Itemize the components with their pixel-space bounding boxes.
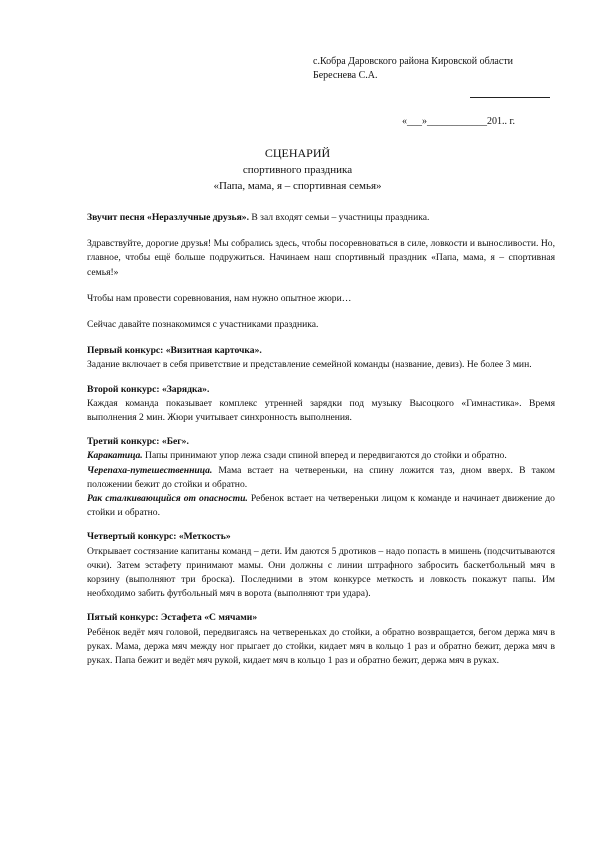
contest-3-item-2 [87,464,555,492]
contest-1-title-text: Первый конкурс: «Визитная карточка». [87,345,262,357]
intro-song-rest: В зал входят семьи – участницы праздника. [248,212,430,223]
contest-2-text: Каждая команда показывает комплекс утренней зарядки под музыку Высоцкого «Гимнастика». Время выполнения 2 мин. Жюри учитывает синхронность выполнения. [87,397,555,424]
intro-jury: Чтобы нам провести соревнования, нам нужно опытное жюри… [87,292,352,304]
contest-1-title [87,344,555,358]
contest-2-title [87,383,555,397]
contest-3-item-2-term: Черепаха-путешественница. [87,464,213,476]
contest-3-item-3 [87,492,555,520]
contest-5-title-rest: Эстафета «С мячами» [158,612,258,624]
intro-song [87,211,555,225]
contest-4-title-text: Четвертый конкурс: «Меткость» [87,531,231,543]
document-body [87,211,555,668]
header-date: «___»____________201.. г. [402,116,515,127]
intro-song-bold: Звучит песня «Неразлучные друзья». [87,212,249,223]
document-subtitle: спортивного праздника [242,164,353,176]
contest-1-text: Задание включает в себя приветствие и представление семейной команды (название, девиз). Не более 3 мин. [87,359,532,371]
contest-3-item-1-term: Каракатица. [87,450,143,462]
contest-3-item-1 [87,449,555,463]
contest-4-text: Открывает состязание капитаны команд – дети. Им даются 5 дротиков – надо попасть в мишень (подсчитываются очки). Затем эстафету принимают мамы. Они должны с линии штрафного забросить баскетбольный мяч в корзину (выполняют три броска). Последними в этом конкурсе меткость и ловкость покажут папы. Им необходимо забить футбольный мяч в ворота (выполняют три удара). [87,545,555,600]
document-subtitle-event: «Папа, мама, я – спортивная семья» [213,180,382,192]
contest-5-title-bold: Пятый конкурс: [87,612,159,624]
header-location: с.Кобра Даровского района Кировской области [313,56,514,67]
intro-greeting: Здравствуйте, дорогие друзья! Мы собрались здесь, чтобы посоревноваться в силе, ловкости и выносливости. Но, главное, чтобы ещё больше подружиться. Начинаем наш спортивный праздник «Папа, мама, я – спортивная семья!» [87,238,555,278]
contest-3-item-3-term: Рак сталкивающийся от опасности. [87,493,248,505]
contest-4-title [87,530,555,544]
contest-3-item-2-text: Мама встает на четвереньки, на спину ложится таз, дном вверх. В таком положении бежит до стойки и обратно. [87,464,555,490]
contest-3-title [87,435,555,449]
contest-3-item-3-text: Ребенок встает на четвереньки лицом к команде и начинает движение до стойки и обратно. [87,493,555,519]
contest-5-text: Ребёнок ведёт мяч головой, передвигаясь на четвереньках до стойки, а обратно возвращается, бегом держа мяч в руках. Мама, держа мяч между ног прыгает до стойки, кидает мяч в кольцо 1 раз и обратно бежит, держа мяч в руках. Папа бежит и ведёт мяч рукой, кидает мяч в кольцо 1 раз и обратно бежит, держа мяч в руках. [87,626,555,667]
contest-2-title-text: Второй конкурс: «Зарядка». [87,383,210,395]
contest-3-item-1-text: Папы принимают упор лежа сзади спиной вперед и передвигаются до стойки и обратно. [142,450,507,462]
contest-5-title [87,611,555,625]
header-author: Береснева С.А. [313,70,378,81]
contest-3-title-text: Третий конкурс: «Бег». [87,436,189,448]
intro-meet: Сейчас давайте познакомимся с участниками праздника. [87,319,319,331]
document-title: СЦЕНАРИЙ [264,146,331,160]
signature-line [470,97,550,98]
